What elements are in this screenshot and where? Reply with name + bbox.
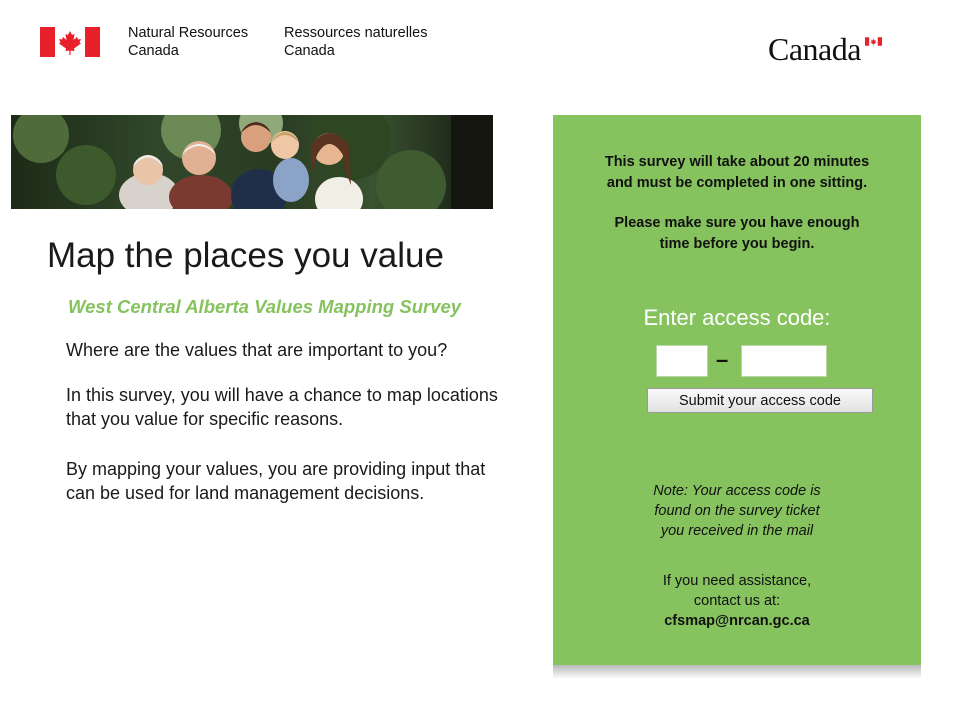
wordmark-text: Canada xyxy=(768,31,861,67)
intro-paragraph-1: Where are the values that are important to you? xyxy=(66,340,448,360)
department-en-line1: Natural Resources xyxy=(128,25,249,41)
note-line1: Note: Your access code is xyxy=(653,483,821,499)
family-photo xyxy=(11,115,493,209)
department-name-english xyxy=(128,24,248,60)
access-panel xyxy=(553,115,921,665)
intro-paragraph-2: In this survey, you will have a chance to map locations that you value for specific reasons. xyxy=(66,385,498,429)
panel-shadow xyxy=(553,665,921,679)
department-name-french xyxy=(284,24,427,60)
intro-paragraph-3: By mapping your values, you are providing input that can be used for land management decisions. xyxy=(66,459,486,503)
time-note-line2: and must be completed in one sitting. xyxy=(606,175,868,191)
time-note-line3: Please make sure you have enough xyxy=(614,215,860,231)
submit-access-code-button[interactable]: Submit your access code xyxy=(647,388,873,413)
assistance-text xyxy=(553,571,921,611)
access-code-part2-input[interactable] xyxy=(741,345,827,377)
assist-line2: contact us at: xyxy=(693,593,781,609)
access-code-note xyxy=(553,481,921,541)
time-note xyxy=(553,152,921,194)
time-warning xyxy=(553,213,921,255)
time-note-line1: This survey will take about 20 minutes xyxy=(604,154,870,170)
note-line2: found on the survey ticket xyxy=(654,503,820,519)
department-fr-line2: Canada xyxy=(284,43,335,59)
canada-wordmark xyxy=(768,30,884,70)
page-title: Map the places you value xyxy=(47,236,444,275)
note-line3: you received in the mail xyxy=(660,523,814,539)
access-code-part1-input[interactable] xyxy=(656,345,708,377)
department-en-line2: Canada xyxy=(128,43,179,59)
access-code-dash: – xyxy=(716,347,729,372)
time-note-line4: time before you begin. xyxy=(659,236,815,252)
survey-name: West Central Alberta Values Mapping Survey xyxy=(68,296,462,317)
access-code-label: Enter access code: xyxy=(643,305,831,330)
wordmark-flag-icon xyxy=(865,37,882,46)
assist-line1: If you need assistance, xyxy=(662,573,812,589)
canada-flag-icon xyxy=(40,27,100,57)
department-fr-line1: Ressources naturelles xyxy=(284,25,428,41)
contact-email-link[interactable]: cfsmap@nrcan.gc.ca xyxy=(664,613,810,629)
